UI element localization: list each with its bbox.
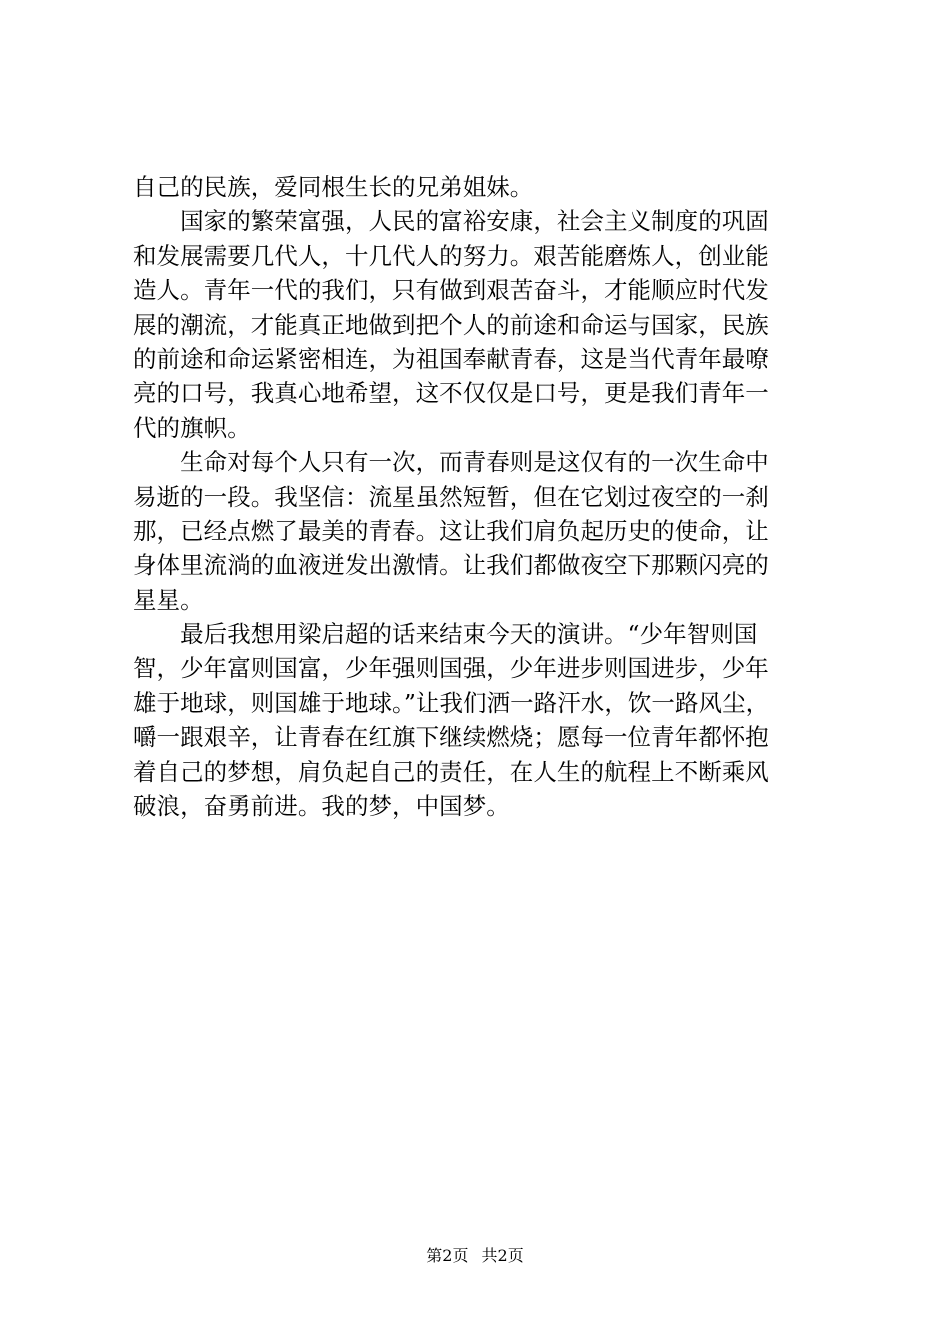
page-total: 共2页 — [481, 1246, 524, 1265]
text-line: 破浪，奋勇前进。我的梦，中国梦。 — [133, 792, 510, 821]
text-line: 雄于地球，则国雄于地球。”让我们洒一路汗水，饮一路风尘， — [133, 688, 770, 717]
text-line: 身体里流淌的血液迸发出激情。让我们都做夜空下那颗闪亮的 — [133, 551, 769, 580]
text-line: 代的旗帜。 — [133, 413, 251, 442]
text-line: 和发展需要几代人，十几代人的努力。艰苦能磨炼人，创业能 — [133, 241, 769, 270]
text-line: 国家的繁荣富强，人民的富裕安康，社会主义制度的巩固 — [133, 207, 769, 236]
text-line: 自己的民族，爱同根生长的兄弟姐妹。 — [133, 173, 534, 201]
text-line: 智，少年富则国富，少年强则国强，少年进步则国进步，少年 — [133, 654, 769, 683]
text-line: 着自己的梦想，肩负起自己的责任，在人生的航程上不断乘风 — [133, 757, 769, 786]
text-line: 亮的口号，我真心地希望，这不仅仅是口号，更是我们青年一 — [133, 379, 769, 408]
text-line: 易逝的一段。我坚信：流星虽然短暂，但在它划过夜空的一刹 — [133, 482, 769, 511]
text-line: 那，已经点燃了最美的青春。这让我们肩负起历史的使命，让 — [133, 516, 769, 545]
text-line: 生命对每个人只有一次，而青春则是这仅有的一次生命中 — [133, 448, 769, 477]
text-line: 嚼一跟艰辛，让青春在红旗下继续燃烧；愿每一位青年都怀抱 — [133, 723, 769, 752]
text-line: 星星。 — [133, 585, 204, 614]
text-line: 的前途和命运紧密相连，为祖国奉献青春，这是当代青年最嘹 — [133, 344, 769, 373]
body-text — [133, 170, 833, 823]
page-number: 第2页 — [426, 1246, 469, 1265]
text-line: 展的潮流，才能真正地做到把个人的前途和命运与国家，民族 — [133, 310, 769, 339]
text-line: 最后我想用梁启超的话来结束今天的演讲。“少年智则国 — [133, 620, 758, 649]
text-line: 造人。青年一代的我们，只有做到艰苦奋斗，才能顺应时代发 — [133, 276, 769, 305]
page-footer — [0, 1246, 950, 1266]
